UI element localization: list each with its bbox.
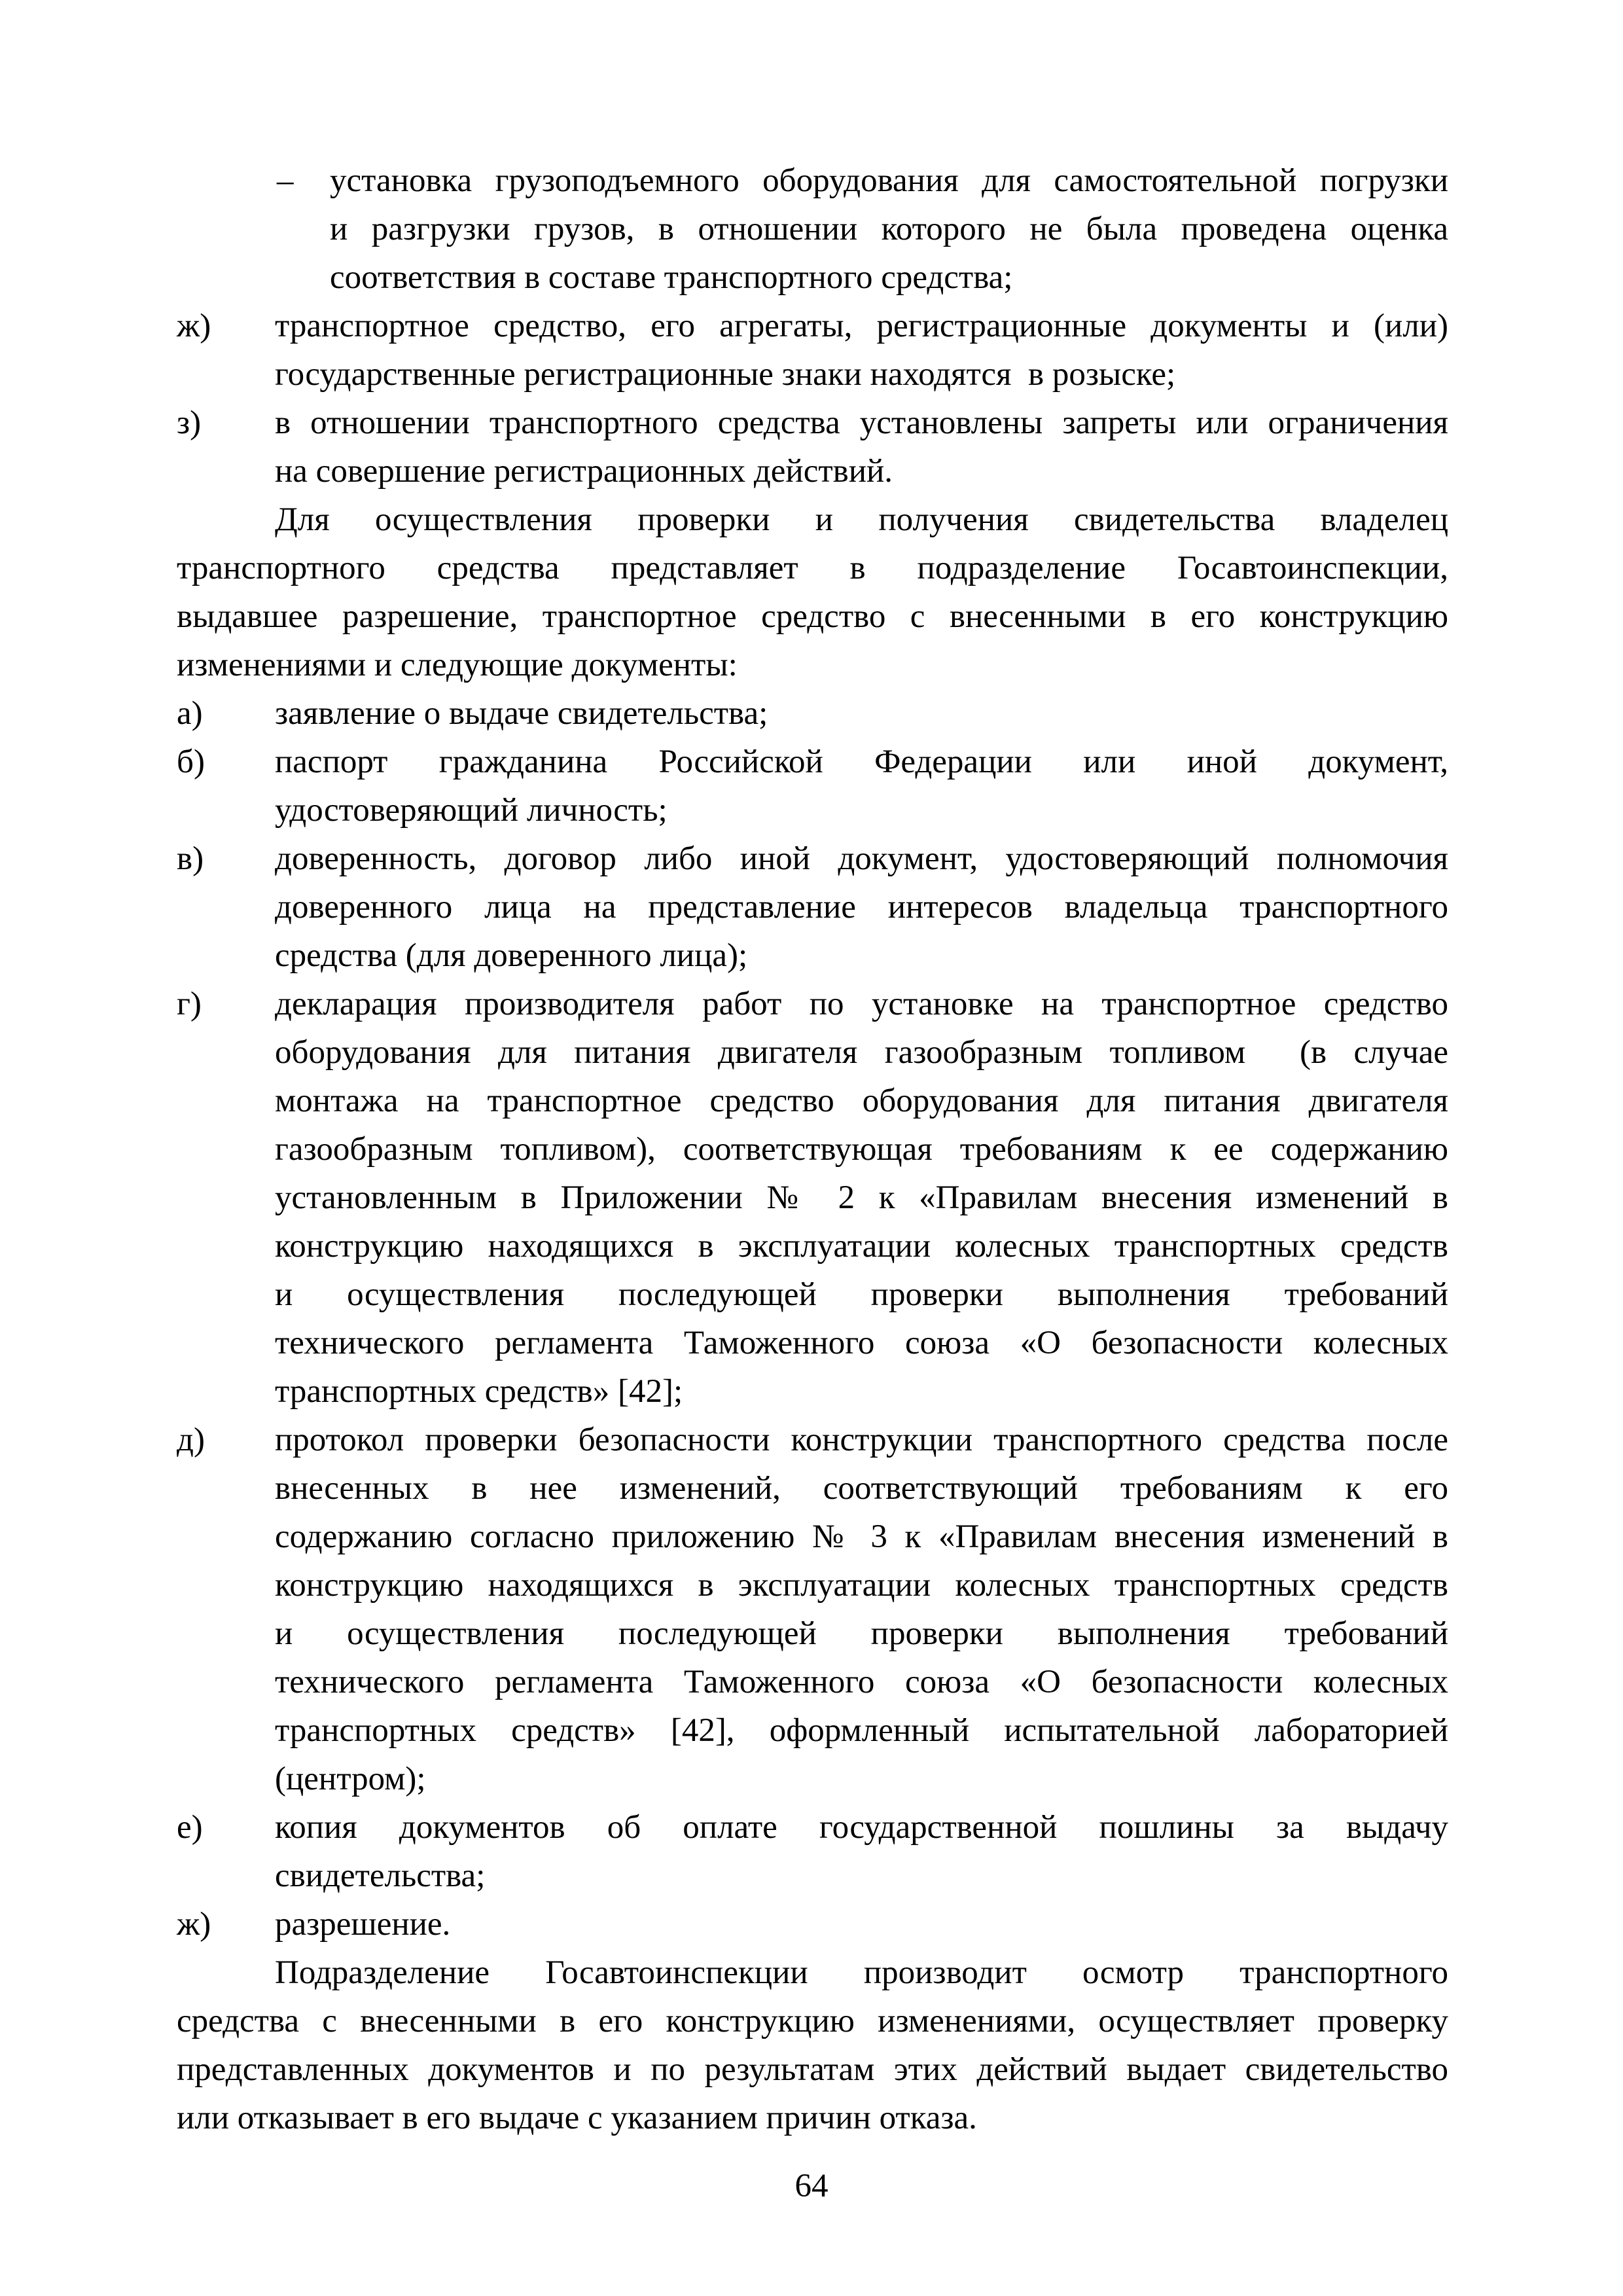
list-item <box>177 1416 1448 1803</box>
text-line: установка грузоподъемного оборудования для самостоятельной погрузки <box>330 162 1448 199</box>
text-line: копия документов об оплате государственной пошлины за выдачу <box>275 1809 1448 1846</box>
text-line: содержанию согласно приложению № 3 к «Правилам внесения изменений в <box>275 1518 1448 1555</box>
text-line: Подразделение Госавтоинспекции производит осмотр транспортного <box>275 1954 1448 1991</box>
text-line: средства с внесенными в его конструкцию изменениями, осуществляет проверку <box>177 2003 1448 2039</box>
text-line: государственные регистрационные знаки находятся в розыске; <box>275 356 1176 393</box>
text-line: конструкцию находящихся в эксплуатации колесных транспортных средств <box>275 1567 1448 1604</box>
text-line: соответствия в составе транспортного средства; <box>330 259 1013 296</box>
text-line: выдавшее разрешение, транспортное средство с внесенными в его конструкцию <box>177 598 1448 635</box>
text-line: свидетельства; <box>275 1857 486 1894</box>
text-line: газообразным топливом), соответствующая требованиям к ее содержанию <box>275 1131 1448 1168</box>
text-line: представленных документов и по результатам этих действий выдает свидетельство <box>177 2051 1448 2088</box>
text-line: установленным в Приложении № 2 к «Правилам внесения изменений в <box>275 1179 1448 1216</box>
text-line: доверенность, договор либо иной документ, удостоверяющий полномочия <box>275 840 1448 877</box>
item-label: г) <box>177 986 202 1022</box>
text-line: декларация производителя работ по установке на транспортное средство <box>275 986 1448 1022</box>
text-line: и осуществления последующей проверки выполнения требований <box>275 1615 1448 1652</box>
text-line: внесенных в нее изменений, соответствующий требованиям к его <box>275 1470 1448 1507</box>
text-line: паспорт гражданина Российской Федерации или иной документ, <box>275 744 1448 780</box>
list-item <box>177 689 1448 738</box>
item-label: з) <box>177 404 202 441</box>
text-line: средства (для доверенного лица); <box>275 937 748 974</box>
text-line: на совершение регистрационных действий. <box>275 453 893 490</box>
paragraph <box>177 1948 1448 2142</box>
text-line: монтажа на транспортное средство оборудования для питания двигателя <box>275 1083 1448 1119</box>
page-number: 64 <box>794 2168 829 2204</box>
item-label: в) <box>177 840 204 877</box>
list-item <box>177 738 1448 834</box>
text-line: (центром); <box>275 1761 426 1797</box>
item-label: б) <box>177 744 205 780</box>
list-item <box>177 1803 1448 1900</box>
text-line: технического регламента Таможенного союза «О безопасности колесных <box>275 1664 1448 1700</box>
text-line: удостоверяющий личность; <box>275 792 668 829</box>
text-line: оборудования для питания двигателя газообразным топливом (в случае <box>275 1034 1448 1071</box>
item-label: д) <box>177 1422 205 1458</box>
text-line: транспортных средств» [42], оформленный испытательной лабораторией <box>275 1712 1448 1749</box>
text-line: и разгрузки грузов, в отношении которого не была проведена оценка <box>330 211 1448 247</box>
item-label: ж) <box>177 1906 211 1943</box>
list-item <box>177 980 1448 1416</box>
paragraph <box>177 495 1448 689</box>
text-line: транспортных средств» [42]; <box>275 1373 683 1410</box>
list-item <box>177 302 1448 399</box>
text-line: доверенного лица на представление интересов владельца транспортного <box>275 889 1448 925</box>
text-line: в отношении транспортного средства установлены запреты или ограничения <box>275 404 1448 441</box>
dash-item <box>177 156 1448 302</box>
text-line: Для осуществления проверки и получения свидетельства владелец <box>275 501 1448 538</box>
dash-marker: – <box>277 162 294 199</box>
text-line: и осуществления последующей проверки выполнения требований <box>275 1276 1448 1313</box>
item-label: ж) <box>177 308 211 344</box>
text-line: протокол проверки безопасности конструкции транспортного средства после <box>275 1422 1448 1458</box>
list-item <box>177 1900 1448 1948</box>
text-line: заявление о выдаче свидетельства; <box>275 695 768 732</box>
item-label: е) <box>177 1809 203 1846</box>
list-item <box>177 399 1448 495</box>
text-line: разрешение. <box>275 1906 451 1943</box>
text-line: транспортное средство, его агрегаты, регистрационные документы и (или) <box>275 308 1448 344</box>
text-line: транспортного средства представляет в подразделение Госавтоинспекции, <box>177 550 1448 586</box>
document-body <box>177 156 1448 2142</box>
list-item <box>177 834 1448 980</box>
text-line: технического регламента Таможенного союза «О безопасности колесных <box>275 1325 1448 1361</box>
text-line: или отказывает в его выдаче с указанием причин отказа. <box>177 2100 977 2136</box>
item-label: а) <box>177 695 203 732</box>
text-line: конструкцию находящихся в эксплуатации колесных транспортных средств <box>275 1228 1448 1265</box>
text-line: изменениями и следующие документы: <box>177 647 738 683</box>
